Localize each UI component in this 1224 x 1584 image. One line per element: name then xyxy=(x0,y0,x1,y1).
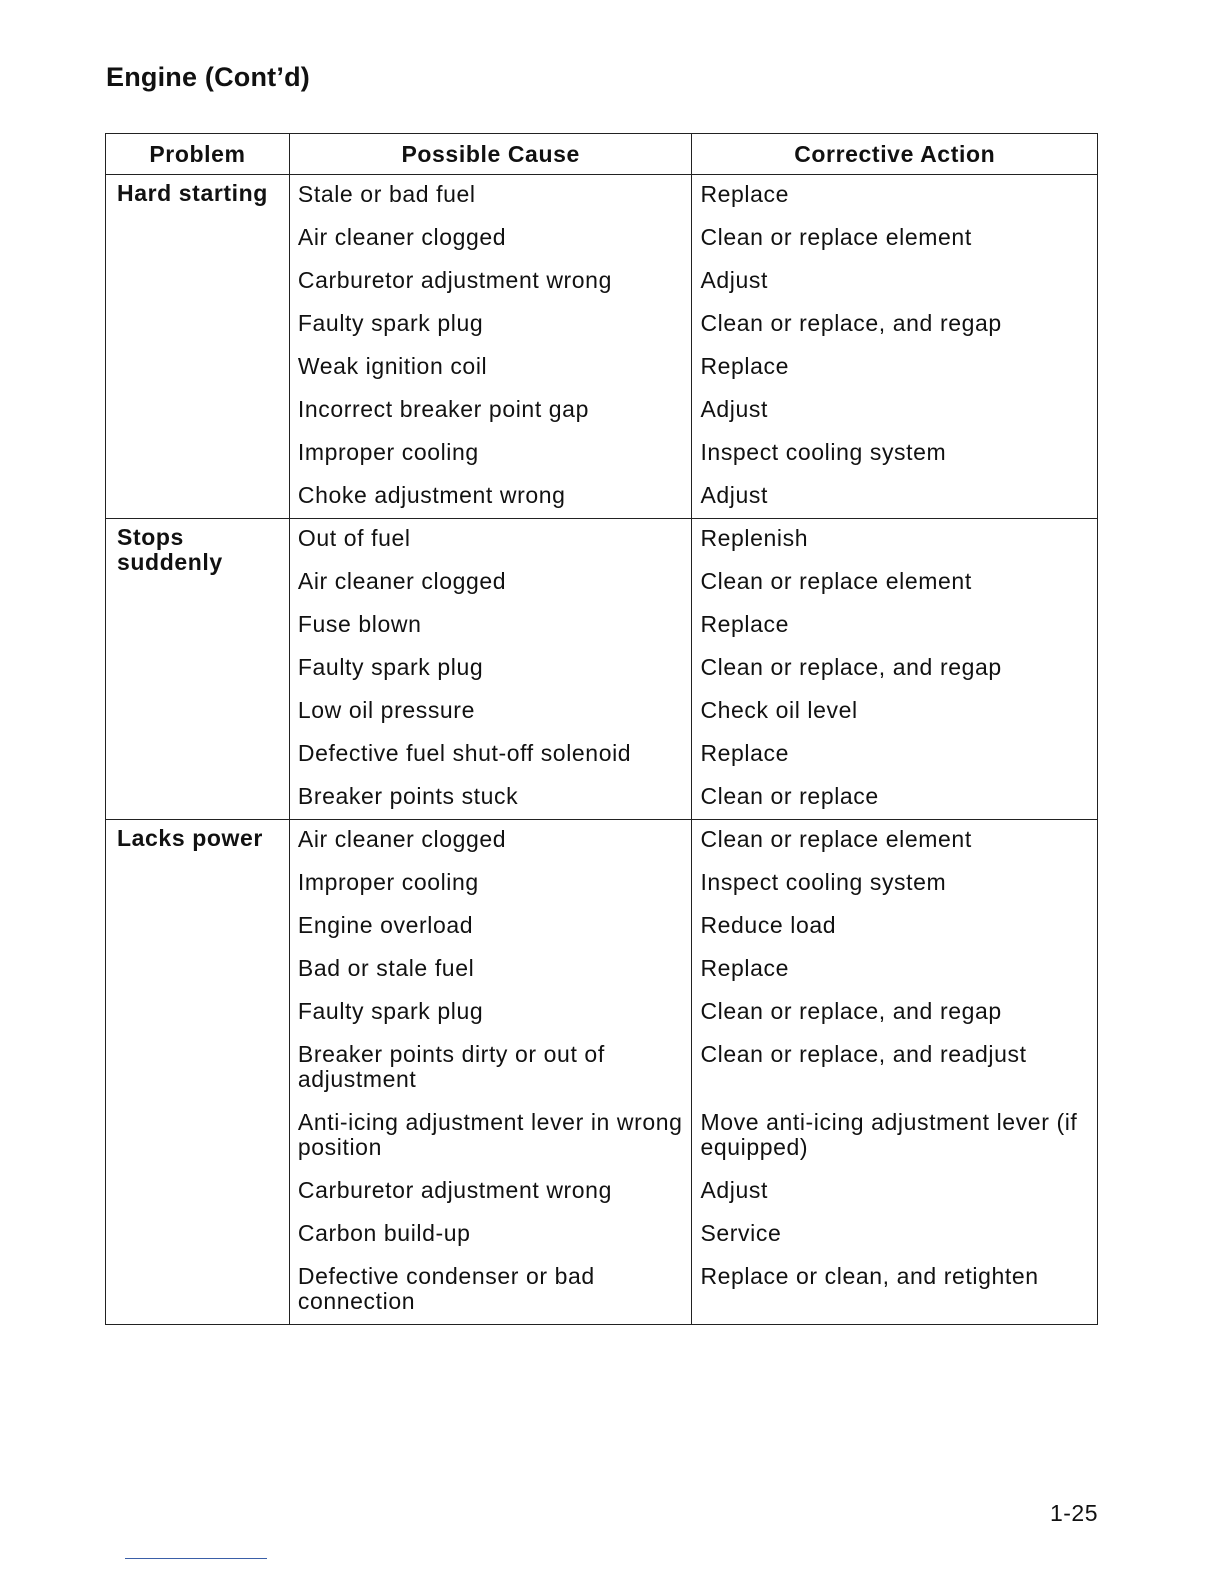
problem-group-row xyxy=(106,820,1098,1325)
problem-group-row xyxy=(106,519,1098,820)
action-item: Adjust xyxy=(700,396,768,422)
cause-item: Weak ignition coil xyxy=(297,353,488,379)
cause-cell xyxy=(289,820,692,1325)
action-item: Adjust xyxy=(700,267,768,293)
action-item: Inspect cooling system xyxy=(700,869,947,895)
cause-item: Engine overload xyxy=(297,912,474,938)
cause-cell xyxy=(289,175,692,519)
cause-item: Breaker points stuck xyxy=(297,783,519,809)
cause-item: Carburetor adjustment wrong xyxy=(297,1177,612,1203)
action-item: Inspect cooling system xyxy=(700,439,947,465)
action-item: Reduce load xyxy=(700,912,837,938)
cause-item: Choke adjustment wrong xyxy=(297,482,566,508)
action-item: Clean or replace, and regap xyxy=(700,310,1002,336)
action-item: Replace xyxy=(700,955,790,981)
action-item: Clean or replace element xyxy=(700,568,972,594)
cause-item: Incorrect breaker point gap xyxy=(297,396,589,422)
cause-item: Defective fuel shut-off solenoid xyxy=(297,740,632,766)
footer-rule xyxy=(125,1558,267,1559)
action-item: Move anti-icing adjustment lever (if equipped) xyxy=(700,1109,1078,1160)
action-cell xyxy=(692,519,1098,820)
action-cell xyxy=(692,175,1098,519)
cause-item: Carbon build-up xyxy=(297,1220,471,1246)
action-item: Replace xyxy=(700,740,790,766)
cause-item: Carburetor adjustment wrong xyxy=(297,267,612,293)
action-item: Replace xyxy=(700,353,790,379)
cause-item: Air cleaner clogged xyxy=(297,568,507,594)
action-item: Replace xyxy=(700,181,790,207)
action-item: Clean or replace, and regap xyxy=(700,998,1002,1024)
cause-item: Low oil pressure xyxy=(297,697,475,723)
cause-item: Air cleaner clogged xyxy=(297,826,507,852)
action-item: Clean or replace element xyxy=(700,224,972,250)
action-item: Clean or replace, and readjust xyxy=(700,1041,1027,1067)
page-title: Engine (Cont’d) xyxy=(106,62,310,92)
cause-item: Anti-icing adjustment lever in wrong position xyxy=(297,1109,683,1160)
cause-cell xyxy=(289,519,692,820)
cause-item: Faulty spark plug xyxy=(297,998,484,1024)
cause-item: Faulty spark plug xyxy=(297,310,484,336)
action-item: Clean or replace xyxy=(700,783,879,809)
cause-item: Improper cooling xyxy=(297,869,479,895)
table-header-row xyxy=(106,134,1098,175)
action-item: Adjust xyxy=(700,1177,768,1203)
cause-item: Improper cooling xyxy=(297,439,479,465)
cause-item: Breaker points dirty or out of adjustment xyxy=(297,1041,605,1092)
action-item: Replace or clean, and retighten xyxy=(700,1263,1039,1289)
problem-column-header: Problem xyxy=(106,134,290,175)
table-body xyxy=(106,175,1098,1325)
action-column-header: Corrective Action xyxy=(692,134,1098,175)
problem-cell: Stops suddenly xyxy=(106,519,290,820)
cause-item: Stale or bad fuel xyxy=(297,181,476,207)
action-item: Clean or replace element xyxy=(700,826,972,852)
cause-item: Out of fuel xyxy=(297,525,411,551)
cause-item: Bad or stale fuel xyxy=(297,955,475,981)
action-item: Adjust xyxy=(700,482,768,508)
troubleshooting-table xyxy=(105,133,1098,1325)
cause-column-header: Possible Cause xyxy=(289,134,692,175)
cause-item: Faulty spark plug xyxy=(297,654,484,680)
page-number: 1-25 xyxy=(1049,1500,1098,1526)
action-cell xyxy=(692,820,1098,1325)
action-item: Clean or replace, and regap xyxy=(700,654,1002,680)
action-item: Replenish xyxy=(700,525,809,551)
cause-item: Defective condenser or bad connection xyxy=(297,1263,595,1314)
action-item: Check oil level xyxy=(700,697,858,723)
cause-item: Air cleaner clogged xyxy=(297,224,507,250)
problem-group-row xyxy=(106,175,1098,519)
cause-item: Fuse blown xyxy=(297,611,422,637)
action-item: Replace xyxy=(700,611,790,637)
problem-cell: Lacks power xyxy=(106,820,290,1325)
action-item: Service xyxy=(700,1220,782,1246)
problem-cell: Hard starting xyxy=(106,175,290,519)
